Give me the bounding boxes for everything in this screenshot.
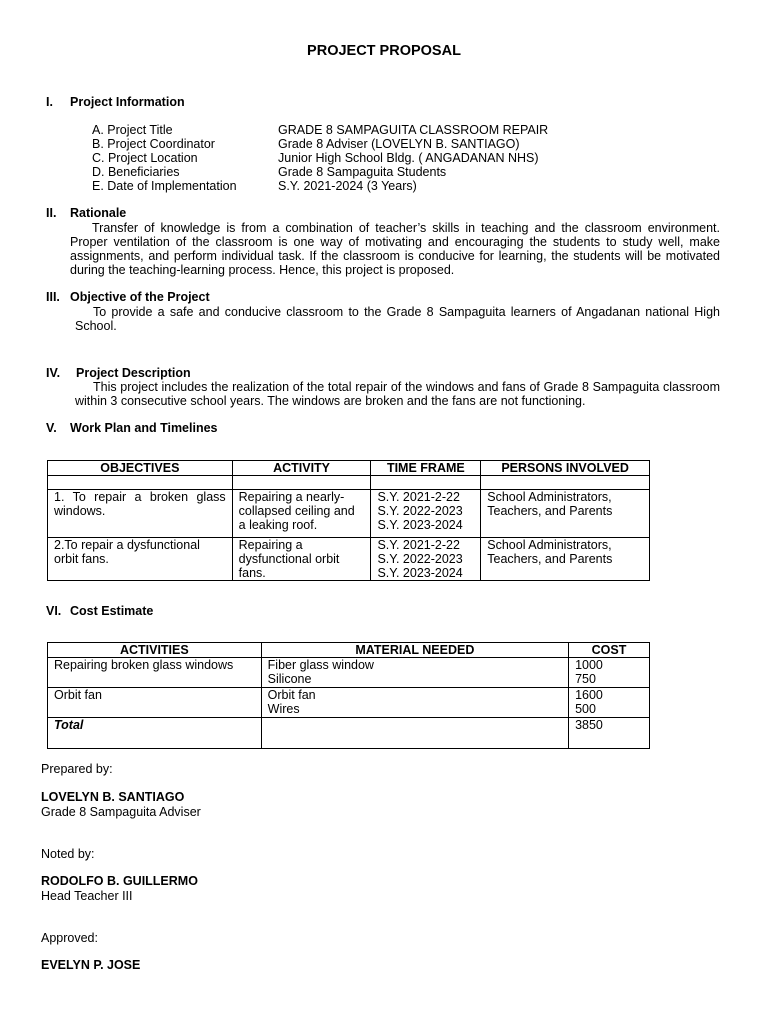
objective-paragraph: To provide a safe and conducive classroom to the Grade 8 Sampaguita learners of Angadanan national High School.	[75, 305, 720, 333]
column-header: ACTIVITY	[232, 461, 371, 476]
prepared-by-label: Prepared by:	[41, 762, 113, 776]
activity-cell: Orbit fan	[48, 688, 262, 718]
section-number: II.	[46, 206, 57, 220]
work-plan-table	[47, 460, 650, 581]
table-total-row	[48, 718, 650, 749]
prepared-by-name: LOVELYN B. SANTIAGO	[41, 790, 185, 804]
table-row	[48, 490, 650, 538]
info-label: C. Project Location	[92, 151, 198, 165]
column-header: OBJECTIVES	[48, 461, 233, 476]
section-title: Project Description	[76, 366, 191, 380]
approved-label: Approved:	[41, 931, 98, 945]
timeframe-cell: S.Y. 2021-2-22 S.Y. 2022-2023 S.Y. 2023-2024	[371, 538, 481, 581]
section-number: IV.	[46, 366, 61, 380]
info-value: Grade 8 Sampaguita Students	[278, 165, 447, 179]
approved-by-name: EVELYN P. JOSE	[41, 958, 141, 972]
section-title: Project Information	[70, 95, 185, 109]
noted-by-label: Noted by:	[41, 847, 95, 861]
objective-cell: 2.To repair a dysfunctional orbit fans.	[48, 538, 233, 581]
info-label: D. Beneficiaries	[92, 165, 180, 179]
table-header-row	[48, 643, 650, 658]
section-title: Cost Estimate	[70, 604, 154, 618]
column-header: PERSONS INVOLVED	[481, 461, 650, 476]
info-label: B. Project Coordinator	[92, 137, 215, 151]
section-title: Work Plan and Timelines	[70, 421, 218, 435]
total-label: Total	[48, 718, 262, 749]
activity-cell: Repairing a nearly- collapsed ceiling and a leaking roof.	[232, 490, 371, 538]
persons-cell: School Administrators, Teachers, and Parents	[481, 538, 650, 581]
objective-cell: 1. To repair a broken glass windows.	[48, 490, 233, 538]
column-header: ACTIVITIES	[48, 643, 262, 658]
info-value: Junior High School Bldg. ( ANGADANAN NHS)	[278, 151, 539, 165]
prepared-by-title: Grade 8 Sampaguita Adviser	[41, 805, 201, 819]
activity-cell: Repairing a dysfunctional orbit fans.	[232, 538, 371, 581]
table-row	[48, 688, 650, 718]
info-value: S.Y. 2021-2024 (3 Years)	[278, 179, 417, 193]
page-title: PROJECT PROPOSAL	[307, 43, 461, 59]
section-number: VI.	[46, 604, 62, 618]
persons-cell: School Administrators, Teachers, and Parents	[481, 490, 650, 538]
materials-cell: Orbit fan Wires	[261, 688, 568, 718]
noted-by-title: Head Teacher III	[41, 889, 133, 903]
section-title: Rationale	[70, 206, 127, 220]
total-value: 3850	[569, 718, 650, 749]
section-number: V.	[46, 421, 57, 435]
column-header: TIME FRAME	[371, 461, 481, 476]
activity-cell: Repairing broken glass windows	[48, 658, 262, 688]
table-row	[48, 658, 650, 688]
table-header-row	[48, 461, 650, 476]
table-spacer-row	[48, 476, 650, 490]
materials-cell: Fiber glass window Silicone	[261, 658, 568, 688]
column-header: COST	[569, 643, 650, 658]
cost-cell: 1600 500	[569, 688, 650, 718]
section-title: Objective of the Project	[70, 290, 210, 304]
timeframe-cell: S.Y. 2021-2-22 S.Y. 2022-2023 S.Y. 2023-2024	[371, 490, 481, 538]
empty-cell	[261, 718, 568, 749]
section-number: III.	[46, 290, 60, 304]
cost-estimate-table	[47, 642, 650, 749]
info-label: E. Date of Implementation	[92, 179, 237, 193]
section-number: I.	[46, 95, 53, 109]
info-label: A. Project Title	[92, 123, 173, 137]
description-paragraph: This project includes the realization of the total repair of the windows and fans of Grade 8 Sampaguita classroom within 3 consecutive school years. The windows are broken and the fans are not functioning.	[75, 380, 720, 408]
table-row	[48, 538, 650, 581]
info-value: GRADE 8 SAMPAGUITA CLASSROOM REPAIR	[278, 123, 549, 137]
cost-cell: 1000 750	[569, 658, 650, 688]
info-value: Grade 8 Adviser (LOVELYN B. SANTIAGO)	[278, 137, 520, 151]
rationale-paragraph: Transfer of knowledge is from a combination of teacher’s skills in teaching and the classroom environment. Proper ventilation of the classroom is one way of motivating and encouraging the students to study well, make assignments, and perform individual task. If the classroom is conducive for learning, the students will be motivated during the teaching-learning process. Hence, this project is proposed.	[70, 221, 720, 277]
column-header: MATERIAL NEEDED	[261, 643, 568, 658]
noted-by-name: RODOLFO B. GUILLERMO	[41, 874, 198, 888]
